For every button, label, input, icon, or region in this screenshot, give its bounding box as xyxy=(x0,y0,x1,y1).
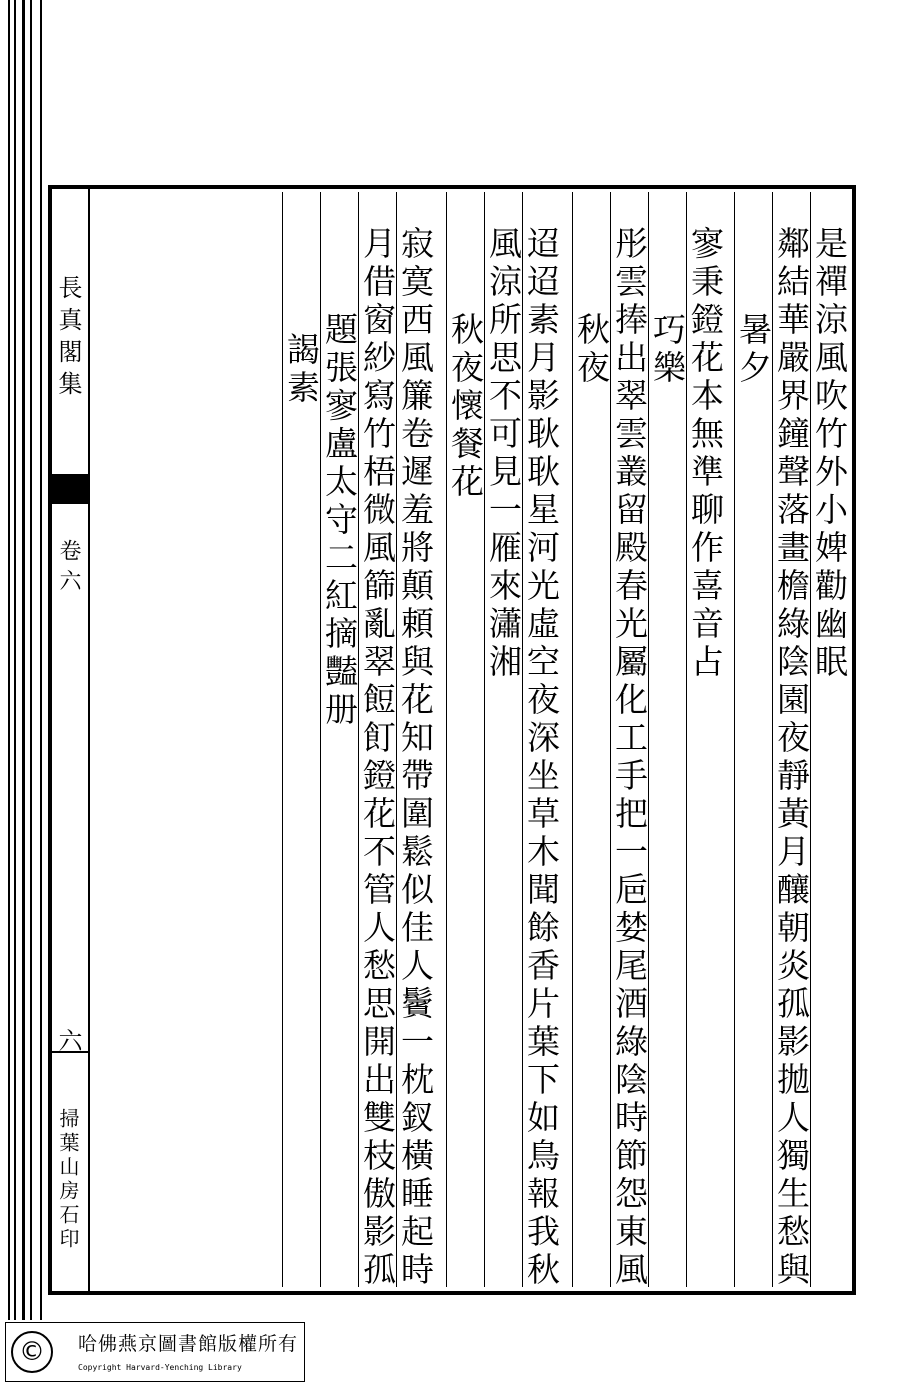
text-column: 鄰結華嚴界鐘聲落畫檐綠陰園夜靜黃月釀朝炎孤影拋人獨生愁與 xyxy=(772,192,810,1287)
page-margin-strip xyxy=(48,189,90,1291)
poem-title: 秋夜 xyxy=(572,192,610,1287)
text-column: 寥秉鐙花本無準聊作喜音占 xyxy=(686,192,724,1287)
text-column: 寂寞西風簾卷遲羞將顛頼與花知帶圍鬆似佳人鬢一枕釵橫睡起時 xyxy=(396,192,434,1287)
section-title: 謁素 xyxy=(282,192,320,1287)
copyright-icon: © xyxy=(11,1331,53,1373)
copyright-chinese: 哈佛燕京圖書館版權所有 xyxy=(78,1333,299,1355)
book-title: 長真閣集 xyxy=(54,275,82,403)
binding-edge xyxy=(0,0,48,1320)
page-number: 六 xyxy=(54,1028,82,1060)
copyright-stamp xyxy=(5,1322,305,1382)
poem-title: 題張寥盧太守二紅摘豔册 xyxy=(320,192,358,1287)
text-column: 是禪涼風吹竹外小婢勸幽眠 xyxy=(810,192,848,1287)
fishtail-mark xyxy=(48,474,88,504)
copyright-english: Copyright Harvard-Yenching Library xyxy=(78,1363,242,1372)
text-column: 月借窗紗寫竹梧微風篩亂翠餖飣鐙花不管人愁思開出雙枝傲影孤 xyxy=(358,192,396,1287)
poem-title: 暑夕 xyxy=(734,192,772,1287)
poem-title: 巧樂 xyxy=(648,192,686,1287)
publisher-label: 掃葉山房石印 xyxy=(56,1108,80,1252)
text-column: 彤雲捧出翠雲叢留殿春光屬化工手把一巵婪尾酒綠陰時節怨東風 xyxy=(610,192,648,1287)
text-column: 迢迢素月影耿耿星河光虛空夜深坐草木聞餘香片葉下如鳥報我秋 xyxy=(522,192,560,1287)
text-column: 風涼所思不可見一雁來瀟湘 xyxy=(484,192,522,1287)
text-columns xyxy=(90,192,849,1290)
poem-title: 秋夜懷餐花 xyxy=(446,192,484,1287)
volume-label: 卷六 xyxy=(56,539,81,599)
